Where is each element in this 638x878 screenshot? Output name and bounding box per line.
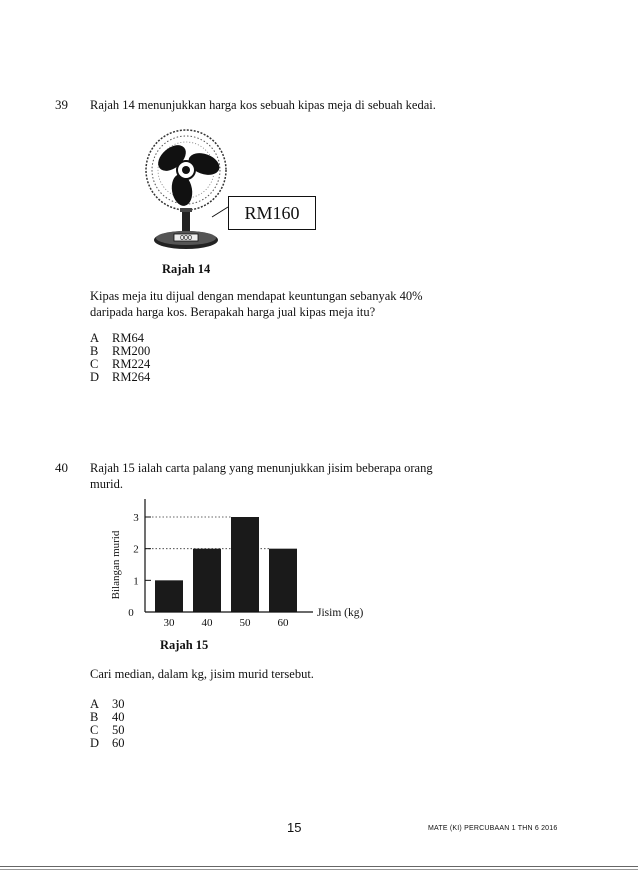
option-d[interactable]: D 60 bbox=[90, 736, 125, 750]
x-tick-label-60: 60 bbox=[277, 617, 289, 629]
bar-chart bbox=[95, 495, 385, 635]
question-39-options bbox=[90, 332, 150, 384]
x-tick-label-50: 50 bbox=[239, 617, 251, 629]
option-c[interactable]: C RM224 bbox=[90, 357, 151, 371]
question-39-stem: Rajah 14 menunjukkan harga kos sebuah kipas meja di sebuah kedai. bbox=[90, 98, 436, 112]
question-40-stem: Rajah 15 ialah carta palang yang menunjukkan jisim beberapa orang murid. bbox=[90, 461, 433, 491]
figure-14-caption: Rajah 14 bbox=[162, 262, 211, 276]
y-tick-label-3: 3 bbox=[133, 512, 139, 524]
y-tick-label-0: 0 bbox=[128, 607, 134, 619]
option-b[interactable]: B RM200 bbox=[90, 344, 151, 358]
question-39-text: Kipas meja itu dijual dengan mendapat keuntungan sebanyak 40% daripada harga kos. Berapakah harga jual kipas meja itu? bbox=[90, 289, 423, 319]
option-d[interactable]: D RM264 bbox=[90, 370, 151, 384]
y-tick-label-2: 2 bbox=[133, 543, 139, 556]
x-tick-label-30: 30 bbox=[163, 617, 175, 629]
bar-40 bbox=[193, 549, 221, 612]
bottom-rule bbox=[0, 866, 638, 867]
figure-15-caption: Rajah 15 bbox=[160, 638, 209, 652]
option-b[interactable]: B 40 bbox=[90, 710, 125, 724]
option-a[interactable]: A 30 bbox=[90, 697, 125, 711]
question-40-options bbox=[90, 698, 125, 750]
footer-info: MATE (KI) PERCUBAAN 1 THN 6 2016 bbox=[428, 825, 558, 832]
y-tick-label-1: 1 bbox=[133, 575, 139, 588]
bar-50 bbox=[231, 517, 259, 612]
option-a[interactable]: A RM64 bbox=[90, 331, 144, 345]
bottom-rule-2 bbox=[0, 869, 638, 870]
table-fan-image bbox=[142, 128, 232, 254]
pointer-line bbox=[210, 205, 230, 219]
y-axis-label: Bilangan murid bbox=[110, 530, 122, 600]
question-40-text: Cari median, dalam kg, jisim murid tersebut. bbox=[90, 667, 314, 681]
question-39-number: 39 bbox=[55, 97, 68, 112]
bar-60 bbox=[269, 549, 297, 612]
question-40-number: 40 bbox=[55, 460, 68, 475]
page-number: 15 bbox=[287, 820, 302, 835]
x-tick-label-40: 40 bbox=[201, 617, 213, 629]
bar-30 bbox=[155, 580, 183, 612]
price-box bbox=[228, 196, 316, 230]
price-label: RM160 bbox=[244, 202, 300, 223]
option-c[interactable]: C 50 bbox=[90, 723, 125, 737]
fan-base-label: 000 bbox=[180, 235, 192, 242]
x-axis-label: Jisim (kg) bbox=[317, 607, 364, 619]
